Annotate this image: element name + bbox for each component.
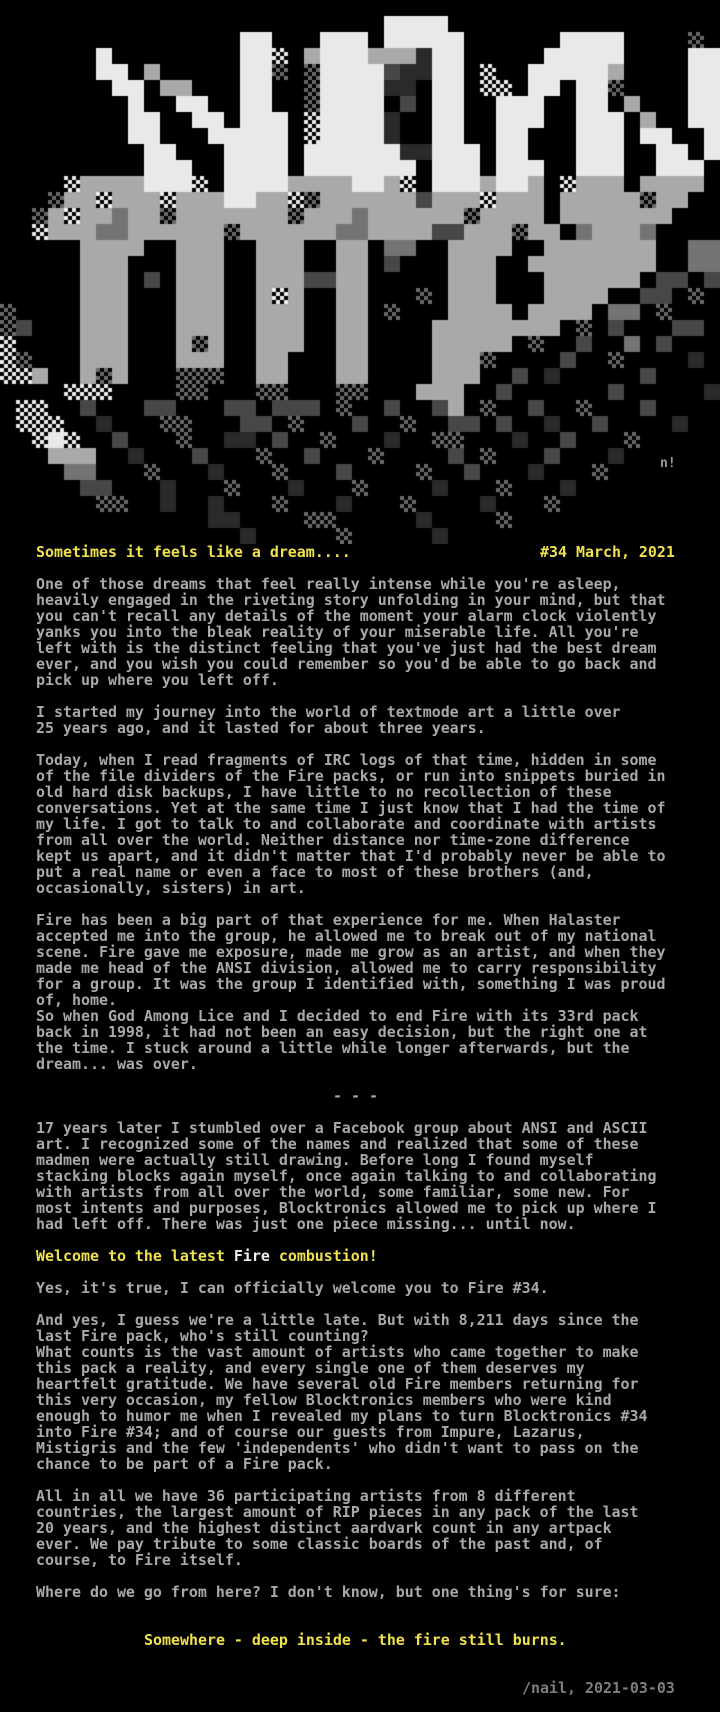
text-segment: 20 years, and the highest distinct aardvark count in any artpack	[36, 1519, 612, 1537]
text-segment: this pack a reality, and every single one of them deserves my	[36, 1359, 585, 1377]
text-line	[0, 1024, 720, 1040]
text-line	[0, 816, 720, 832]
text-line	[0, 560, 720, 576]
text-line	[0, 1568, 720, 1584]
text-line	[0, 1424, 720, 1440]
text-segment: Yes, it's true, I can officially welcome you to Fire #34.	[36, 1279, 549, 1297]
text-line	[0, 592, 720, 608]
text-segment: chance to be part of a Fire pack.	[36, 1455, 333, 1473]
text-line	[0, 1472, 720, 1488]
text-segment: this very occasion, my fellow Blocktronics members who were kind	[36, 1391, 612, 1409]
text-segment: pick up where you left off.	[36, 671, 279, 689]
text-segment: put a real name or even a face to most of these brothers (and,	[36, 863, 594, 881]
text-line	[0, 1328, 720, 1344]
text-line	[0, 976, 720, 992]
text-line	[0, 1216, 720, 1232]
text-line	[0, 1520, 720, 1536]
author-signature-line	[0, 1680, 720, 1696]
text-segment: 25 years ago, and it lasted for about three years.	[36, 719, 486, 737]
text-line	[0, 640, 720, 656]
text-line	[0, 1200, 720, 1216]
text-line	[0, 1152, 720, 1168]
text-line	[0, 880, 720, 896]
text-line	[0, 1008, 720, 1024]
fire-logo-canvas	[0, 0, 720, 544]
text-segment: from all over the world. Neither distance nor time-zone difference	[36, 831, 630, 849]
text-line	[0, 928, 720, 944]
text-line	[0, 720, 720, 736]
text-line	[0, 1344, 720, 1360]
text-line	[0, 864, 720, 880]
welcome-line	[0, 1248, 720, 1264]
text-line	[0, 1664, 720, 1680]
text-segment: I started my journey into the world of textmode art a little over	[36, 703, 621, 721]
text-segment: art. I recognized some of the names and realized that some of these	[36, 1135, 639, 1153]
text-line	[0, 832, 720, 848]
text-segment: Welcome to the latest	[36, 1247, 234, 1265]
text-segment: countries, the largest amount of RIP pieces in any pack of the last	[36, 1503, 639, 1521]
text-line	[0, 1600, 720, 1616]
text-line	[0, 1488, 720, 1504]
text-segment: Somewhere - deep inside - the fire still burns.	[144, 1631, 567, 1649]
text-segment: yanks you into the bleak reality of your miserable life. All you're	[36, 623, 639, 641]
text-segment: course, to Fire itself.	[36, 1551, 243, 1569]
text-line	[0, 1392, 720, 1408]
text-line	[0, 1120, 720, 1136]
text-segment: back in 1998, it had not been an easy decision, but the right one at	[36, 1023, 648, 1041]
text-segment: for a group. It was the group I identified with, something I was proud	[36, 975, 666, 993]
text-segment: madmen were actually still drawing. Before long I found myself	[36, 1151, 594, 1169]
text-line	[0, 1072, 720, 1088]
text-segment: old hard disk backups, I have little to no recollection of these	[36, 783, 612, 801]
text-line	[0, 1360, 720, 1376]
info-text	[0, 544, 720, 1696]
text-segment: conversations. Yet at the same time I just know that I had the time of	[36, 799, 666, 817]
text-segment: you can't recall any details of the moment your alarm clock violently	[36, 607, 657, 625]
text-line	[0, 1376, 720, 1392]
text-segment: /nail, 2021-03-03	[522, 1679, 675, 1697]
text-line	[0, 656, 720, 672]
text-segment: combustion!	[269, 1247, 378, 1265]
tagline	[0, 1632, 720, 1648]
text-line	[0, 1104, 720, 1120]
text-line	[0, 960, 720, 976]
text-segment: the time. I stuck around a little while longer afterwards, but the	[36, 1039, 630, 1057]
text-segment: Mistigris and the few 'independents' who didn't want to pass on the	[36, 1439, 639, 1457]
artist-signature: n!	[660, 456, 676, 471]
text-segment: my life. I got to talk to and collaborate and coordinate with artists	[36, 815, 657, 833]
text-line	[0, 1536, 720, 1552]
text-segment: scene. Fire gave me exposure, made me grow as an artist, and when they	[36, 943, 666, 961]
text-segment: enough to humor me when I revealed my plans to turn Blocktronics #34	[36, 1407, 648, 1425]
text-segment: heartfelt gratitude. We have several old Fire members returning for	[36, 1375, 639, 1393]
text-line	[0, 848, 720, 864]
text-segment: last Fire pack, who's still counting?	[36, 1327, 369, 1345]
text-segment: stacking blocks again myself, once again talking to and collaborating	[36, 1167, 657, 1185]
text-line	[0, 672, 720, 688]
text-line	[0, 624, 720, 640]
text-segment: had left off. There was just one piece missing... until now.	[36, 1215, 576, 1233]
text-line	[0, 1552, 720, 1568]
text-segment: occasionally, sisters) in art.	[36, 879, 306, 897]
text-line	[0, 704, 720, 720]
text-segment: ever, and you wish you could remember so you'd be able to go back and	[36, 655, 657, 673]
text-segment: And yes, I guess we're a little late. But with 8,211 days since the	[36, 1311, 639, 1329]
text-line	[0, 896, 720, 912]
text-line	[0, 1312, 720, 1328]
text-segment: made me head of the ANSI division, allowed me to carry responsibility	[36, 959, 657, 977]
text-line	[0, 1440, 720, 1456]
text-line	[0, 1584, 720, 1600]
text-segment: Sometimes it feels like a dream....	[36, 543, 351, 561]
text-segment: of, home.	[36, 991, 117, 1009]
text-line	[0, 1040, 720, 1056]
text-segment: So when God Among Lice and I decided to end Fire with its 33rd pack	[36, 1007, 639, 1025]
text-segment: Where do we go from here? I don't know, but one thing's for sure:	[36, 1583, 621, 1601]
text-line	[0, 1648, 720, 1664]
text-line	[0, 688, 720, 704]
text-segment: #34 March, 2021	[540, 543, 675, 561]
divider-line	[0, 1088, 720, 1104]
fire-logo-art	[0, 0, 720, 544]
text-line	[0, 1136, 720, 1152]
text-segment: most intents and purposes, Blocktronics allowed me to pick up where I	[36, 1199, 657, 1217]
text-segment: left with is the distinct feeling that you've just had the best dream	[36, 639, 657, 657]
text-line	[0, 800, 720, 816]
text-line	[0, 992, 720, 1008]
text-line	[0, 1616, 720, 1632]
text-segment: with artists from all over the world, some familiar, some new. For	[36, 1183, 630, 1201]
text-line	[0, 1296, 720, 1312]
text-segment: Fire	[233, 1247, 270, 1265]
text-line	[0, 1408, 720, 1424]
text-segment: heavily engaged in the riveting story unfolding in your mind, but that	[36, 591, 666, 609]
text-segment: dream... was over.	[36, 1055, 198, 1073]
text-segment: into Fire #34; and of course our guests from Impure, Lazarus,	[36, 1423, 585, 1441]
text-line	[0, 1232, 720, 1248]
text-line	[0, 784, 720, 800]
text-line	[0, 768, 720, 784]
text-line	[0, 1280, 720, 1296]
text-line	[0, 608, 720, 624]
text-segment: - - -	[333, 1087, 378, 1105]
text-line	[0, 1264, 720, 1280]
text-segment: ever. We pay tribute to some classic boards of the past and, of	[36, 1535, 603, 1553]
text-line	[0, 944, 720, 960]
text-segment: of the file dividers of the Fire packs, or run into snippets buried in	[36, 767, 666, 785]
text-line	[0, 1184, 720, 1200]
text-segment: All in all we have 36 participating artists from 8 different	[36, 1487, 576, 1505]
text-segment: accepted me into the group, he allowed me to break out of my national	[36, 927, 657, 945]
text-line	[0, 752, 720, 768]
text-line	[0, 912, 720, 928]
text-segment: What counts is the vast amount of artists who came together to make	[36, 1343, 639, 1361]
text-line	[0, 1168, 720, 1184]
text-segment: One of those dreams that feel really intense while you're asleep,	[36, 575, 621, 593]
text-segment: 17 years later I stumbled over a Facebook group about ANSI and ASCII	[36, 1119, 648, 1137]
text-line	[0, 1504, 720, 1520]
pack-header-line	[0, 544, 720, 560]
text-segment: Today, when I read fragments of IRC logs of that time, hidden in some	[36, 751, 657, 769]
text-line	[0, 736, 720, 752]
text-line	[0, 1456, 720, 1472]
text-segment: Fire has been a big part of that experience for me. When Halaster	[36, 911, 621, 929]
text-segment: kept us apart, and it didn't matter that I'd probably never be able to	[36, 847, 666, 865]
text-line	[0, 1056, 720, 1072]
text-line	[0, 576, 720, 592]
